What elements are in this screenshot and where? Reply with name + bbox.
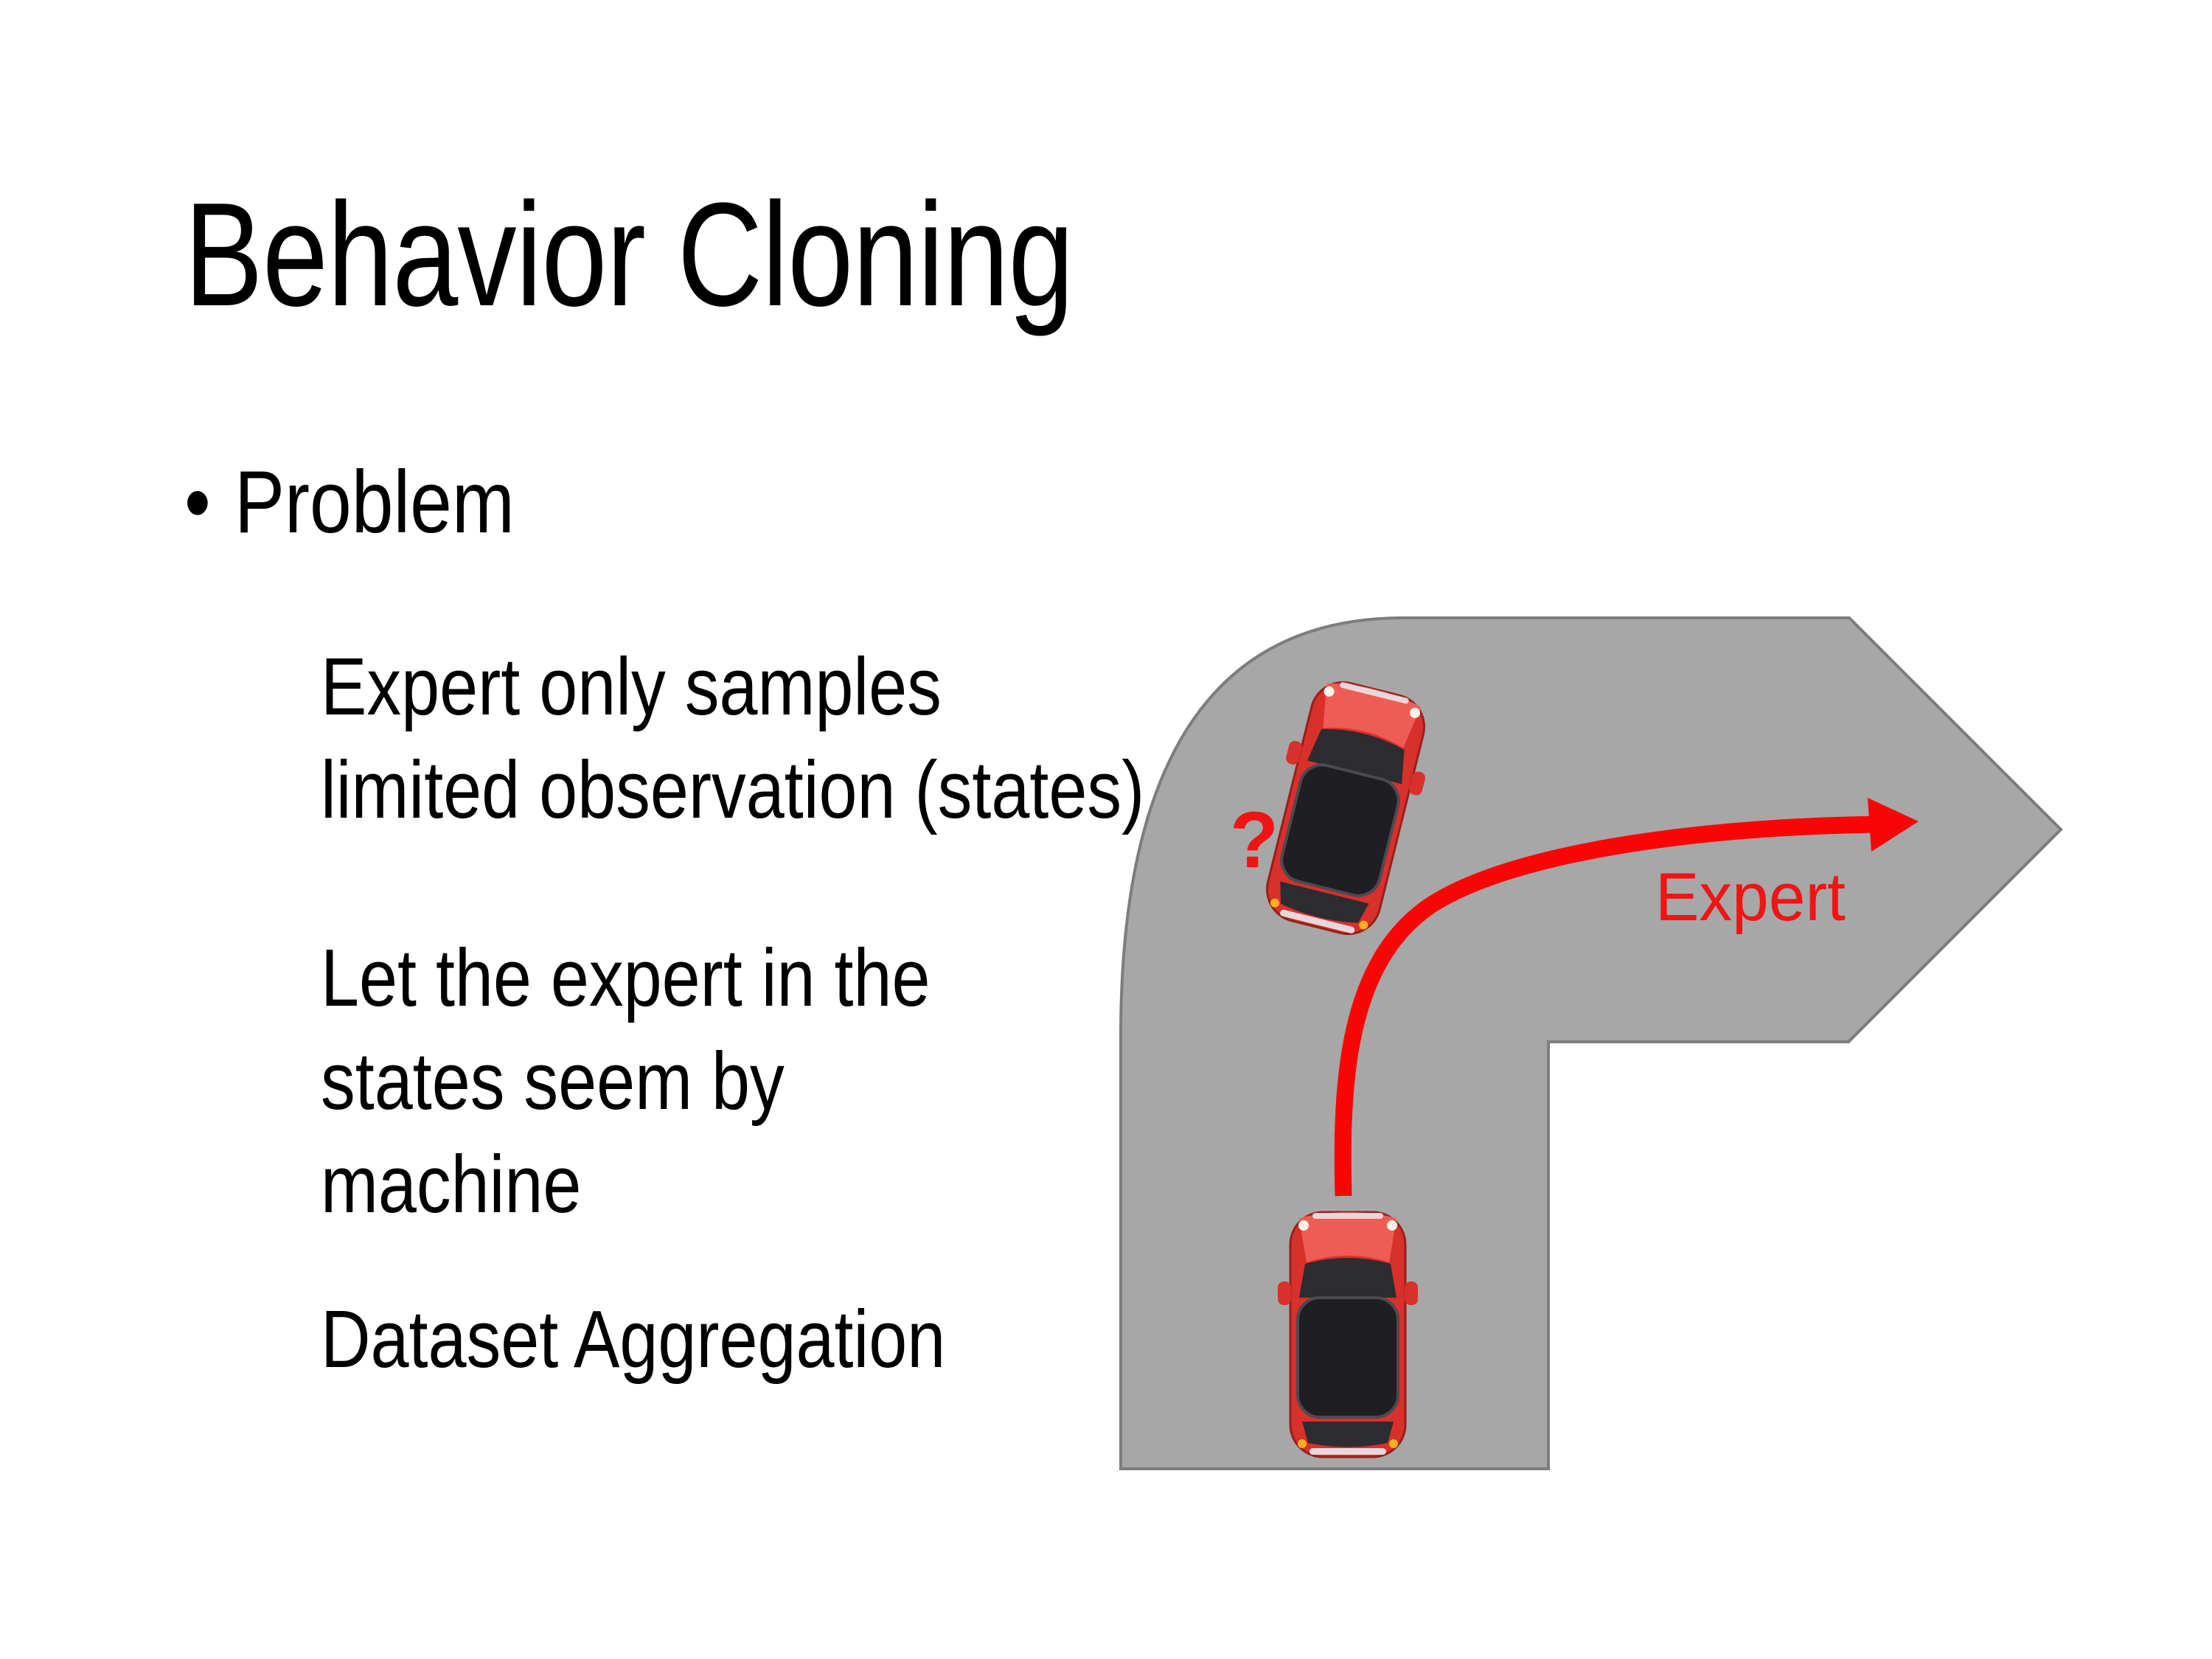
bullet-marker: • — [184, 453, 211, 552]
road-diagram — [1069, 575, 2101, 1512]
road-shape — [1121, 618, 2061, 1469]
paragraph-let-the-expert — [321, 927, 930, 1237]
bullet-row-problem — [184, 449, 515, 555]
paragraph-expert-samples — [321, 636, 1144, 842]
paragraph-line: Dataset Aggregation — [321, 1294, 946, 1385]
paragraph-line: Let the expert in the — [321, 933, 931, 1023]
paragraph-line: limited observation (states) — [321, 745, 1145, 835]
paragraph-dataset-aggregation — [321, 1288, 945, 1391]
slide-title: Behavior Cloning — [184, 173, 1074, 337]
paragraph-line: Expert only samples — [321, 641, 942, 732]
question-mark-label: ? — [1230, 795, 1279, 884]
car-start — [1278, 1212, 1418, 1457]
expert-label: Expert — [1655, 860, 1846, 935]
paragraph-line: machine — [321, 1139, 582, 1230]
paragraph-line: states seem by — [321, 1036, 785, 1127]
bullet-label-problem: Problem — [234, 453, 515, 552]
